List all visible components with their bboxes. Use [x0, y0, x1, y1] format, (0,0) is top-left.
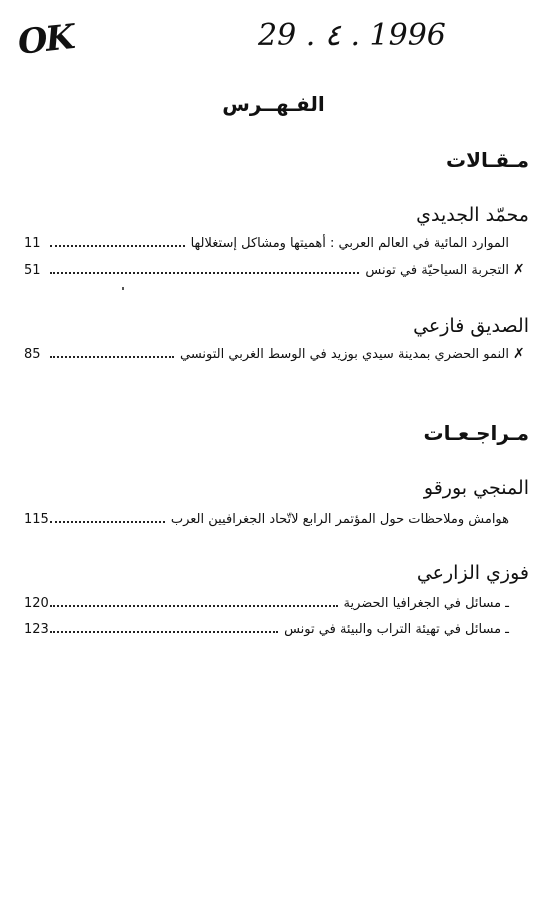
entry-title: التجربة السياحيّة في تونس [365, 262, 509, 278]
page-title: الفـهــرس [222, 92, 325, 116]
handwritten-check-mark: ✗ [513, 262, 525, 278]
page-number: 123 [24, 621, 49, 637]
entry-title: الموارد المائية في العالم العربي : أهميتها ومشاكل إستغلالها [190, 235, 509, 251]
section-heading-articles: مـقـالات [446, 148, 529, 172]
dot-leader [50, 521, 165, 523]
page-number: 51 [24, 262, 41, 278]
toc-entry [24, 259, 525, 281]
author-name: فوزي الزارعي [416, 562, 529, 584]
toc-entry [24, 592, 525, 614]
scan-speck [122, 287, 124, 290]
page-number: 85 [24, 346, 41, 362]
entry-title: النمو الحضري بمدينة سيدي بوزيد في الوسط الغربي التونسي [179, 346, 509, 362]
dot-leader [50, 356, 174, 358]
handwritten-check-mark: ✗ [513, 346, 525, 362]
handwritten-date: 29 . ٤ . 1996 [258, 18, 446, 53]
toc-entry [24, 618, 525, 640]
author-name: محمّد الجديدي [416, 204, 529, 226]
page-number: 115 [24, 511, 49, 527]
dot-leader [50, 245, 185, 247]
page-number: 120 [24, 595, 49, 611]
dot-leader [50, 605, 338, 607]
author-name: الصديق فازعي [413, 315, 529, 337]
entry-title: ـ مسائل في تهيئة التراب والبيئة في تونس [284, 621, 509, 637]
toc-entry [24, 232, 525, 254]
author-name: المنجي بورقو [423, 477, 529, 499]
dot-leader [50, 631, 278, 633]
handwritten-ok-mark: OK [16, 17, 76, 63]
entry-title: ـ مسائل في الجغرافيا الحضرية [343, 595, 509, 611]
page-number: 11 [24, 235, 41, 251]
section-heading-reviews: مـراجـعـات [423, 421, 529, 445]
toc-entry [24, 508, 525, 530]
toc-entry [24, 343, 525, 365]
dot-leader [50, 272, 359, 274]
entry-title: هوامش وملاحظات حول المؤتمر الرابع لاتّحاد الجغرافيين العرب [170, 511, 509, 527]
